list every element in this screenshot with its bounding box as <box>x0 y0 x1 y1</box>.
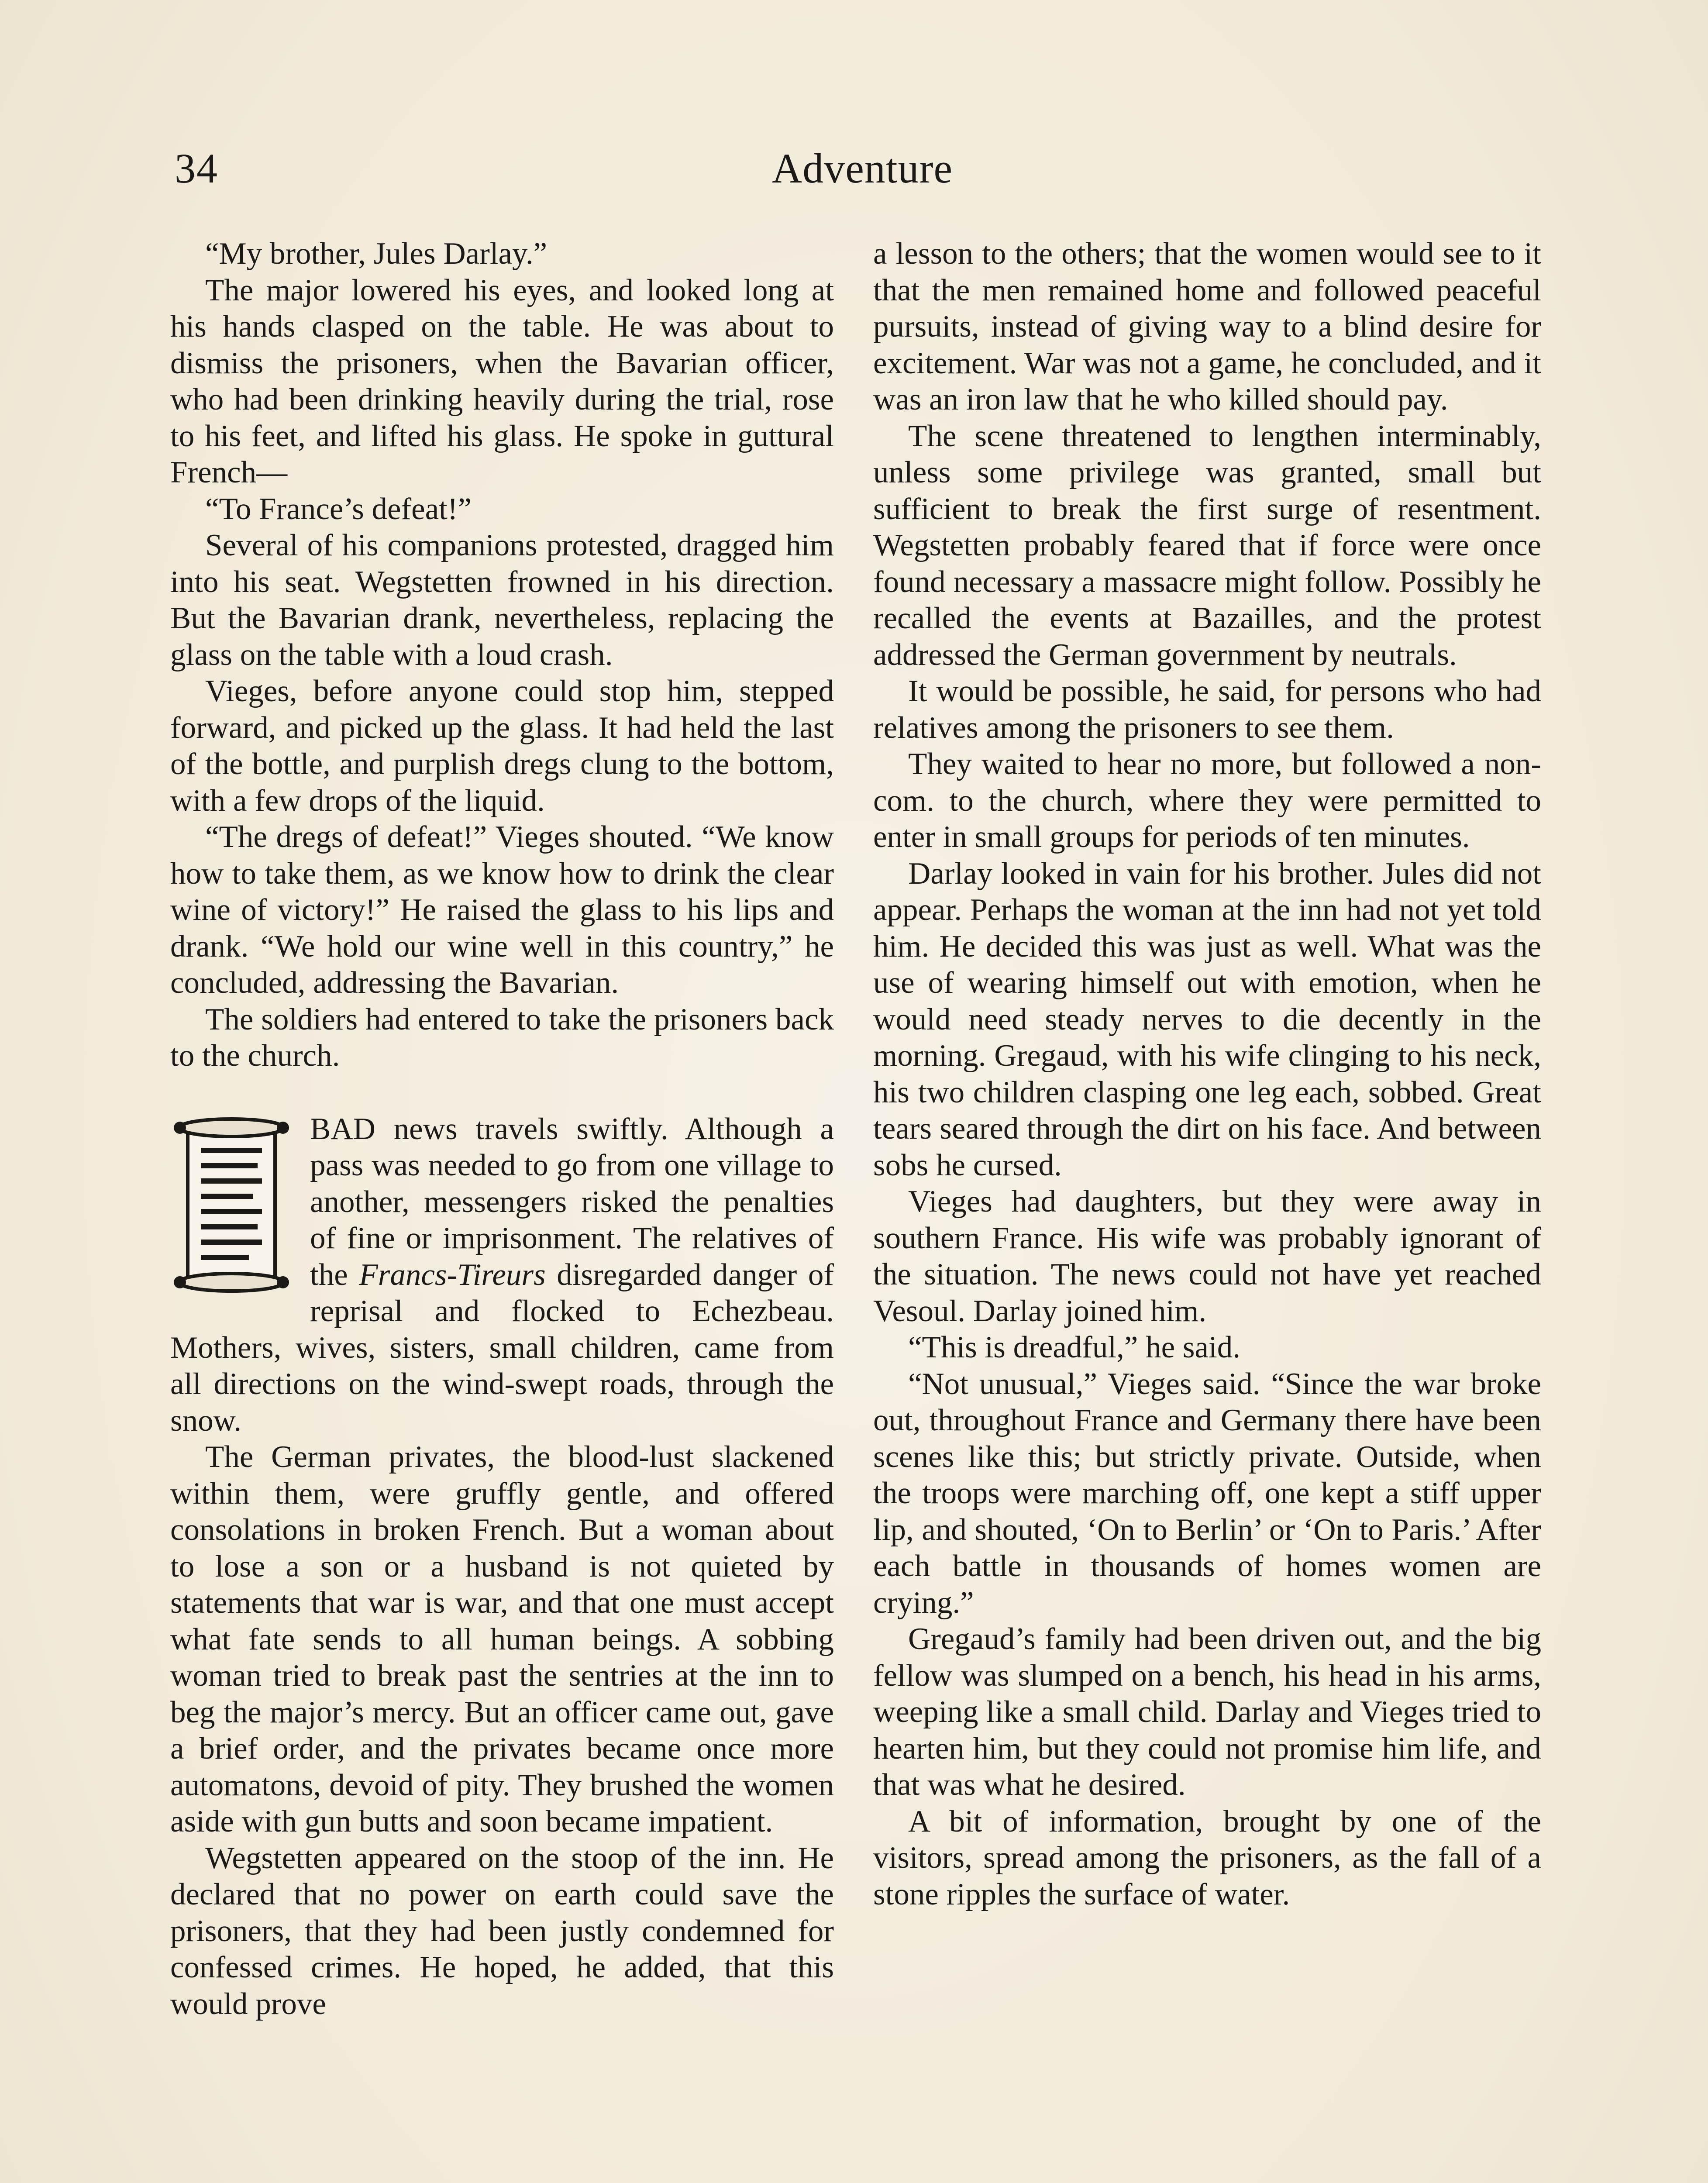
paragraph: The major lowered his eyes, and looked long at his hands clasped on the table. He was about to dismiss the prisoners, when the Bavarian officer, who had been drinking heavily during the trial, rose to his feet, and lifted his glass. He spoke in guttural French— <box>170 273 834 489</box>
running-title: Adventure <box>771 145 953 192</box>
paragraph: a lesson to the others; that the women would see to it that the men remained home and followed peaceful pursuits, instead of giving way to a blind desire for excitement. War was not a game, he concluded, and it was an iron law that he who killed should pay. <box>873 237 1541 417</box>
paragraph: “To France’s defeat!” <box>205 492 472 526</box>
paragraph: The scene threatened to lengthen interminably, unless some privilege was granted, small but sufficient to break the first surge of resentment. Wegstetten probably feared that if force were once found necessary a massacre might follow. Possibly he recalled the events at Bazailles, and the protest addressed the German government by neutrals. <box>873 419 1541 672</box>
paragraph: Several of his companions protested, dragged him into his seat. Wegstetten frowned in his direction. But the Bavarian drank, nevertheless, replacing the glass on the table with a loud crash. <box>170 528 834 672</box>
paragraph: They waited to hear no more, but followed a non-com. to the church, where they were permitted to enter in small groups for periods of ten minutes. <box>873 747 1541 854</box>
paragraph: “This is dreadful,” he said. <box>908 1330 1241 1364</box>
paragraph-tail: disregarded danger of reprisal and flocked to Echezbeau. Mothers, wives, sisters, small children, came from all directions on the wind-swept roads, through the snow. <box>170 1257 834 1438</box>
paragraph: “Not unusual,” Vieges said. “Since the war broke out, throughout France and Germany there have been scenes like this; but strictly private. Outside, when the troops were marching off, one kept a stiff upper lip, and shouted, ‘On to Berlin’ or ‘On to Paris.’ After each battle in thousands of homes women are crying.” <box>873 1367 1541 1620</box>
paragraph: It would be possible, he said, for persons who had relatives among the prisoners to see them. <box>873 674 1541 745</box>
paragraph: Darlay looked in vain for his brother. Jules did not appear. Perhaps the woman at the inn had not yet told him. He decided this was just as well. What was the use of wearing himself out with emotion, when he would need steady nerves to die decently in the morning. Gregaud, with his wife clinging to his neck, his two children clasping one leg each, sobbed. Great tears seared through the dirt on his face. And between sobs he cursed. <box>873 856 1541 1182</box>
paragraph: Vieges, before anyone could stop him, stepped forward, and picked up the glass. It had held the last of the bottle, and purplish dregs clung to the bottom, with a few drops of the liquid. <box>170 674 834 818</box>
paragraph: “The dregs of defeat!” Vieges shouted. “We know how to take them, as we know how to drink the clear wine of victory!” He raised the glass to his lips and drank. “We hold our wine well in this country,” he concluded, addressing the Bavarian. <box>170 820 834 1000</box>
left-column <box>170 236 834 2022</box>
paragraph: The soldiers had entered to take the prisoners back to the church. <box>170 1002 834 1073</box>
section-break <box>170 1074 834 1111</box>
paragraph: “My brother, Jules Darlay.” <box>205 237 548 271</box>
italic-term: Francs-Tireurs <box>359 1257 546 1292</box>
page-number: 34 <box>175 145 218 192</box>
scroll-ornament-icon <box>170 1116 293 1295</box>
paragraph-lead: BAD news travels swiftly. Although a pass was needed to go from one village to another, messengers risked the penalties of fine or imprisonment. The relatives of the <box>310 1112 834 1292</box>
paragraph: Wegstetten appeared on the stoop of the inn. He declared that no power on earth could save the prisoners, that they had been justly condemned for confessed crimes. He hoped, he added, that this would prove <box>170 1841 834 2021</box>
paragraph: A bit of information, brought by one of the visitors, spread among the prisoners, as the fall of a stone ripples the surface of water. <box>873 1804 1541 1911</box>
dropcap-paragraph <box>170 1111 834 1439</box>
paragraph: Gregaud’s family had been driven out, and the big fellow was slumped on a bench, his head in his arms, weeping like a small child. Darlay and Vieges tried to hearten him, but they could not promise him life, and that was what he desired. <box>873 1622 1541 1802</box>
page-header <box>175 144 1550 201</box>
paragraph: Vieges had daughters, but they were away in southern France. His wife was probably ignorant of the situation. The news could not have yet reached Vesoul. Darlay joined him. <box>873 1184 1541 1328</box>
paragraph: The German privates, the blood-lust slackened within them, were gruffly gentle, and offered consolations in broken French. But a woman about to lose a son or a husband is not quieted by statements that war is war, and that one must accept what fate sends to all human beings. A sobbing woman tried to break past the sentries at the inn to beg the major’s mercy. But an officer came out, gave a brief order, and the privates became once more automatons, devoid of pity. They brushed the women aside with gun butts and soon became impatient. <box>170 1440 834 1839</box>
right-column <box>873 236 1541 1913</box>
